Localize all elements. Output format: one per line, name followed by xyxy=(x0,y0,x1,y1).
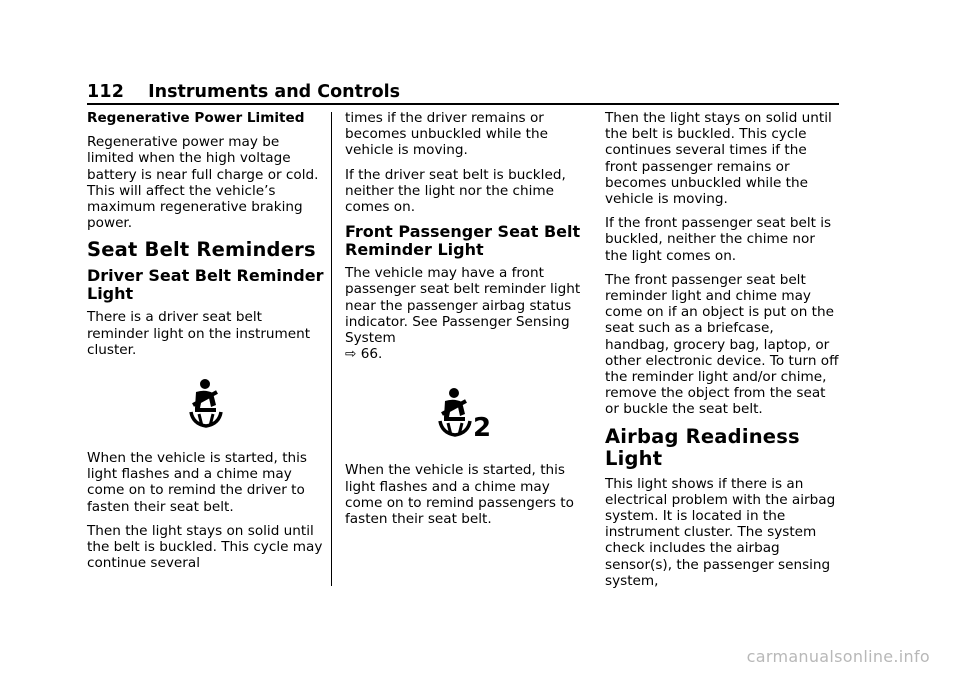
driver-seatbelt-icon-box xyxy=(87,378,325,428)
page-reference-icon: ⇨ xyxy=(345,346,357,363)
col3-paragraph-1: Then the light stays on solid until the belt is buckled. This cycle continues several times if the front passenger remains or becomes unbuckled while the vehicle is moving. xyxy=(605,110,832,208)
page-reference-link[interactable] xyxy=(345,346,382,362)
regen-paragraph: Regenerative power may be limited when the high voltage battery is near full charge or cold. This will affect the vehicle’s maximum regenerative braking power. xyxy=(87,134,319,232)
icon-number-2: 2 xyxy=(473,413,492,439)
section-title: Instruments and Controls xyxy=(148,82,401,102)
header-rule xyxy=(87,103,839,105)
page-header xyxy=(87,82,839,102)
airbag-readiness-heading: Airbag Readiness Light xyxy=(605,424,800,470)
regen-heading: Regenerative Power Limited xyxy=(87,110,305,126)
passenger-paragraph-1-text: The vehicle may have a front passenger seat belt reminder light near the passenger airbag status indicator. See Passenger Sensing System xyxy=(345,265,581,347)
passenger-seatbelt-heading: Front Passenger Seat Belt Reminder Light xyxy=(345,222,581,260)
continued-paragraph: times if the driver remains or becomes unbuckled while the vehicle is moving. xyxy=(345,110,548,159)
driver-buckled-paragraph: If the driver seat belt is buckled, neither the light nor the chime comes on. xyxy=(345,166,566,216)
column-3 xyxy=(605,110,840,597)
passenger-paragraph-2: When the vehicle is started, this light flashes and a chime may come on to remind passengers to fasten their seat belt. xyxy=(345,462,574,528)
watermark: carmanualsonline.info xyxy=(746,647,930,666)
column-divider xyxy=(331,112,332,586)
seatbelt-person-icon xyxy=(183,378,229,428)
col3-paragraph-2: If the front passenger seat belt is buckled, neither the chime nor the light comes on. xyxy=(605,215,832,264)
seatbelt-person-2-icon xyxy=(432,386,498,438)
driver-paragraph-3: Then the light stays on solid until the belt is buckled. This cycle may continue several xyxy=(87,522,323,572)
driver-paragraph-2: When the vehicle is started, this light flashes and a chime may come on to remind the driver to fasten their seat belt. xyxy=(87,450,308,515)
driver-paragraph-1: There is a driver seat belt reminder light on the instrument cluster. xyxy=(87,309,311,358)
col3-paragraph-3: The front passenger seat belt reminder light and chime may come on if an object is put on the seat such as a briefcase, handbag, grocery bag, laptop, or other electronic device. To turn off the reminder light and/or chime, remove the object from the seat or buckle the seat belt. xyxy=(605,271,839,418)
seatbelt-reminders-heading: Seat Belt Reminders xyxy=(87,238,316,262)
column-1 xyxy=(87,110,325,579)
airbag-paragraph: This light shows if there is an electrical problem with the airbag system. It is located in the instrument cluster. The system check includes the airbag sensor(s), the passenger sensing system, xyxy=(605,475,836,589)
page-reference-number: 66. xyxy=(360,346,383,363)
passenger-paragraph-1 xyxy=(345,265,585,362)
passenger-seatbelt-icon-box xyxy=(345,386,585,438)
column-2 xyxy=(345,110,585,535)
page-number: 112 xyxy=(87,82,125,102)
driver-seatbelt-heading: Driver Seat Belt Reminder Light xyxy=(87,266,324,304)
